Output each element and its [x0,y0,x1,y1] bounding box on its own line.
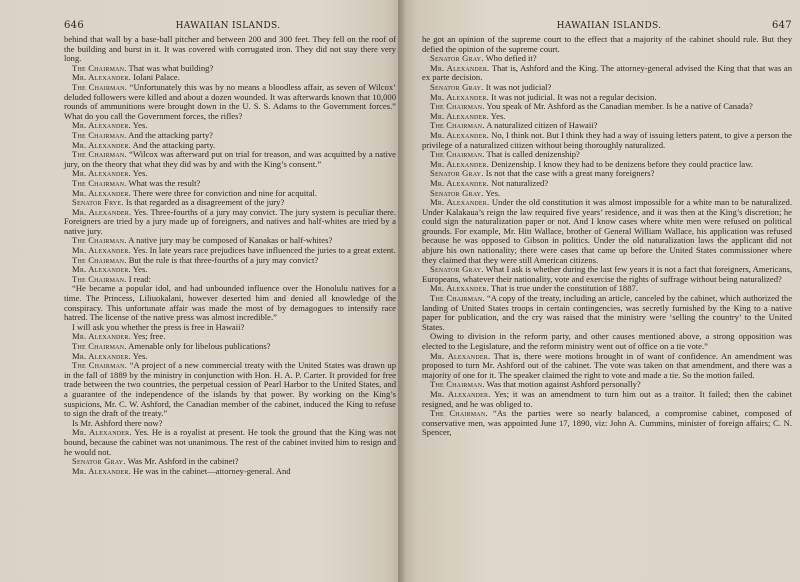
paragraph-text: Yes. He is a royalist at present. He took the ground that the King was not bound, because the cabinet was not unanimous. The rest of the cabinet invited him to resign and he would not. [64,427,396,457]
speaker-name: The Chairman. [430,149,485,160]
paragraph-text: I read: [128,273,151,284]
speaker-name: Senator Gray. [430,187,484,198]
speaker-name: The Chairman. [430,120,485,131]
speaker-name: The Chairman. [72,177,127,188]
speaker-name: Mr. Alexander. [430,158,489,169]
paragraph [422,198,792,265]
speaker-name: The Chairman. [430,408,488,419]
speaker-name: The Chairman. [72,360,128,371]
speaker-name: Mr. Alexander. [72,245,131,256]
paragraph-text: That is called denizenship? [486,149,580,160]
paragraph-text: And the attacking party. [132,139,216,150]
speaker-name: Mr. Alexander. [72,139,131,150]
speaker-name: Mr. Alexander. [430,129,490,140]
paragraph-text: Not naturalized? [491,177,549,188]
paragraph-text: Denizenship. I know they had to be denizens before they could practice law. [491,158,754,169]
speaker-name: Senator Gray. [72,456,126,467]
paragraph-text: he got an opinion of the supreme court to the effect that a majority of the cabinet should rule. But they defied the opinion of the supreme court. [422,34,792,54]
paragraph-text: Owing to division in the reform party, and other causes mentioned above, a strong opposition was elected to the Legislature, and the reform ministry went out of office on a tie vote.” [422,331,792,351]
paragraph-text: “A project of a new commercial treaty with the United States was drawn up in the fall of 1889 by the ministry in conjunction with Hon. H. A. P. Carter. It provided for free trade between the two countries, the perpetual cession of Pearl Harbor to the United States, and a guarantee of the independence of the islands by that power. By working on the King’s suspicions, Mr. C. W. Ashford, the Canadian member of the cabinet, induced the King to refuse to sign the draft of the treaty.” [64,360,396,419]
paragraph-text: It was not judicial. It was not a regular decision. [491,91,657,102]
right-running-head: HAWAIIAN ISLANDS. [556,21,662,31]
speaker-name: Mr. Alexander. [72,120,131,131]
paragraph-text: Yes. [485,187,501,198]
paragraph-text: You speak of Mr. Ashford as the Canadian member. Is he a native of Canada? [486,101,753,112]
paragraph-text: behind that wall by a base-ball pitcher and between 200 and 300 feet. They fell on the roof of the building and burst in it. It was covered with corrugated iron. They did not stay there very long. [64,34,396,64]
paragraph-text: What was the result? [128,177,201,188]
speaker-name: Senator Frye. [72,197,124,208]
paragraph [422,332,792,351]
paragraph-text: Yes; free. [132,331,166,342]
speaker-name: Mr. Alexander. [430,62,490,73]
speaker-name: The Chairman. [72,273,127,284]
speaker-name: Mr. Alexander. [72,72,131,83]
paragraph-text: Yes. [490,110,506,121]
paragraph-text: That was what building? [128,62,214,73]
paragraph-text: That is true under the constitution of 1887. [490,283,638,294]
paragraph-text: A native jury may be composed of Kanakas or half-whites? [128,235,333,246]
speaker-name: Senator Gray. [430,81,484,92]
paragraph-text: He was in the cabinet—attorney-general. And [133,465,291,476]
paragraph-text: “Wilcox was afterward put on trial for treason, and was acquitted by a native jury, on the theory that what they did was by and with the King’s consent.” [64,149,396,169]
paragraph-text: But the rule is that three-fourths of a jury may convict? [128,254,319,265]
paragraph [422,35,792,54]
paragraph-text: It was not judicial? [485,81,552,92]
speaker-name: The Chairman. [72,235,127,246]
speaker-name: Mr. Alexander. [72,187,131,198]
paragraph-text: “A copy of the treaty, including an article, canceled by the cabinet, which authorized the landing of United States troops in certain contingencies, was secretly furnished by the King to a native paper for publication, and the cry was raised that the ministry were ‘selling the country’ to the United States. [422,293,793,332]
speaker-name: Mr. Alexander. [430,350,491,361]
speaker-name: Mr. Alexander. [72,465,131,476]
paragraph [64,428,396,457]
paragraph [422,390,792,409]
paragraph [422,131,792,150]
left-page-body [64,35,396,476]
speaker-name: Mr. Alexander. [430,91,489,102]
right-page-header [422,20,792,32]
paragraph-text: What I ask is whether during the last few years it is not a fact that foreigners, Americans, Europeans, whatever their nationality, vote and exercise the rights of suffrage without being naturalized? [422,264,793,284]
paragraph [422,64,792,83]
paragraph [422,265,792,284]
speaker-name: Mr. Alexander. [72,331,131,342]
speaker-name: The Chairman. [72,341,127,351]
paragraph-text: Yes; it was an amendment to turn him out as a traitor. It failed; then the cabinet resigned, and he was obliged to. [422,388,792,409]
paragraph-text: Yes. [132,264,148,275]
paragraph-text: Yes. Three-fourths of a jury may convict. The jury system is peculiar there. Foreigners are tried by a jury made up of foreigners, and natives and half-whites are tried by a native jury. [64,206,396,236]
paragraph-text: Who defied it? [485,53,537,64]
paragraph [422,352,792,381]
paragraph [64,35,396,64]
paragraph-text: That is, Ashford and the King. The attorney-general advised the King that that was an ex parte decision. [422,62,792,83]
speaker-name: The Chairman. [430,101,485,112]
paragraph [422,294,792,332]
paragraph-text: Yes. [132,168,148,179]
paragraph-text: Is Mr. Ashford there now? [72,417,163,428]
speaker-name: Mr. Alexander. [430,388,491,399]
left-page-number: 646 [64,20,84,31]
speaker-name: Mr. Alexander. [430,283,489,294]
speaker-name: The Chairman. [72,254,127,265]
speaker-name: The Chairman. [430,379,485,390]
paragraph-text: Iolani Palace. [133,72,180,83]
left-running-head: HAWAIIAN ISLANDS. [175,21,281,31]
paragraph [64,284,396,322]
paragraph [64,83,396,121]
speaker-name: The Chairman. [72,149,127,160]
paragraph [64,361,396,419]
paragraph-text: Amenable only for libelous publications? [128,341,271,351]
paragraph [422,409,792,438]
paragraph-text: I will ask you whether the press is free in Hawaii? [72,321,245,332]
paragraph-text: “He became a popular idol, and had unbounded influence over the Honolulu natives for a time. The Princess, Liliuokalani, however deserted him and denied all knowledge of the conspiracy. This unfortunate affair was made the most of by demagogues to intensify race hatred. The license of the native press was almost incredible.” [64,283,396,323]
paragraph-text: Is that regarded as a disagreement of the jury? [125,197,285,208]
speaker-name: The Chairman. [72,129,127,140]
paragraph [64,208,396,237]
speaker-name: Senator Gray. [430,168,484,179]
speaker-name: Mr. Alexander. [430,110,489,121]
paragraph-text: Yes. In late years race prejudices have influenced the juries to a great extent. [132,245,396,256]
right-page [402,0,800,582]
speaker-name: Mr. Alexander. [430,197,490,208]
paragraph-text: No, I think not. But I think they had a way of issuing letters patent, to give a person the privilege of a naturalized citizen without being thoroughly naturalized. [422,129,792,150]
paragraph-text: “As the parties were so nearly balanced, a compromise cabinet, composed of conservative men, was appointed June 17, 1890, viz: John A. Cummins, minister of foreign affairs; C. N. Spencer, [422,408,792,438]
paragraph-text: Was Mr. Ashford in the cabinet? [127,456,239,467]
paragraph-text: Under the old constitution it was almost impossible for a white man to be naturalized. Under Kalakaua’s reign the law required five years’ residence, and it was then at the King’s discretion; he could sign the naturalization paper or not. And I know cases where white men were refused on political grounds. For example, Mr. Hitt Wallace, brother of General William Wallace, his application was refused because he was opposed to Gibson in politics. Under the old naturalization laws the applicant did not abjure his own nationality; there were cases that came up before the United States commissioner where they claimed that they were still American citizens. [422,197,792,265]
paragraph-text: Yes. [132,120,148,131]
speaker-name: Senator Gray. [430,53,484,64]
speaker-name: Mr. Alexander. [72,206,132,217]
speaker-name: Mr. Alexander. [72,168,131,179]
left-page-header [64,20,396,32]
paragraph-text: Yes. [132,350,148,361]
paragraph [64,467,396,477]
speaker-name: Mr. Alexander. [430,177,489,188]
paragraph-text: And the attacking party? [128,129,213,140]
paragraph-text: That is, there were motions brought in of want of confidence. An amendment was proposed to turn Mr. Ashford out of the cabinet. The vote was taken on that amendment, and there was a majority of one for it. The speaker claimed the right to vote and made a tie. So the motion failed. [422,350,792,380]
speaker-name: Senator Gray. [430,264,484,275]
paragraph-text: A naturalized citizen of Hawaii? [486,120,598,131]
speaker-name: Mr. Alexander. [72,350,131,361]
speaker-name: The Chairman. [72,81,128,92]
speaker-name: Mr. Alexander. [72,264,131,275]
paragraph [64,150,396,169]
speaker-name: The Chairman. [72,62,127,73]
paragraph-text: “Unfortunately this was by no means a bloodless affair, as seven of Wilcox’ deluded followers were killed and about a dozen wounded. It was afterwards known that 10,000 rounds of ammunitions were brought down in the U. S. S. Adams to the Government forces.” What do you call the Government forces, the rifles? [64,81,397,121]
right-page-body [422,35,792,438]
right-page-number: 647 [771,20,792,31]
paragraph-text: Is not that the case with a great many foreigners? [485,168,655,179]
paragraph-text: There were three for conviction and nine for acquital. [132,187,317,198]
paragraph-text: Was that motion against Ashford personally? [486,379,641,390]
speaker-name: The Chairman. [430,293,485,304]
speaker-name: Mr. Alexander. [72,427,132,438]
